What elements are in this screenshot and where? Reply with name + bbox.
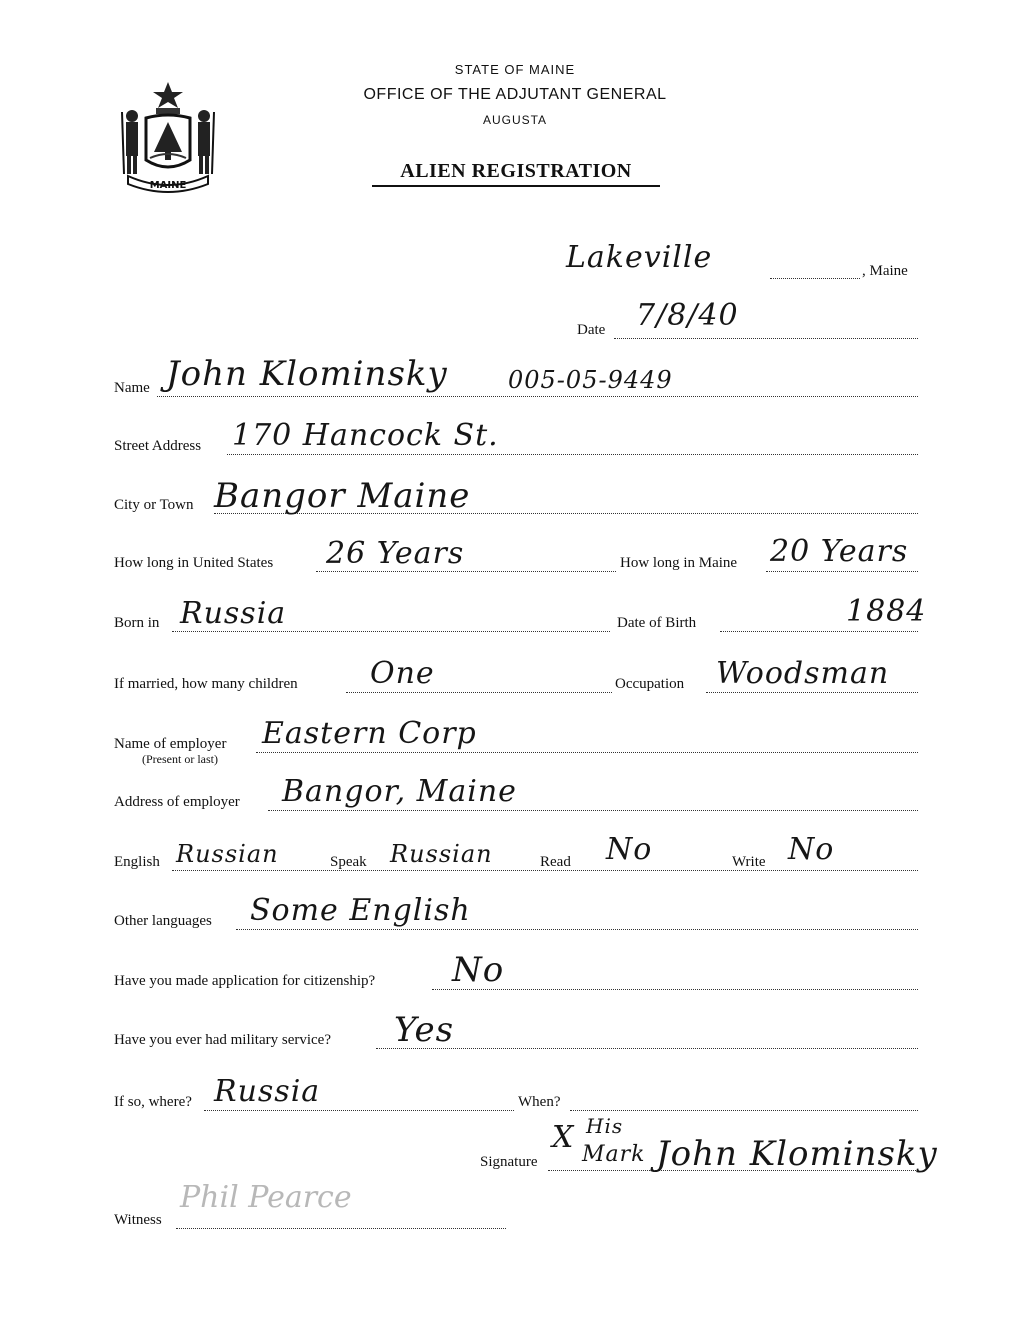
where-value: Russia — [214, 1074, 321, 1109]
date-value: 7/8/40 — [636, 298, 739, 333]
write-value: No — [788, 832, 835, 867]
witness-label: Witness — [114, 1212, 162, 1228]
state-seal-icon — [112, 78, 224, 194]
state-heading: STATE OF MAINE — [454, 62, 576, 77]
witness-line — [176, 1228, 506, 1229]
when-label: When? — [518, 1094, 561, 1110]
place-line — [770, 278, 860, 279]
name-line — [157, 396, 918, 397]
write-label: Write — [732, 854, 766, 870]
military-label: Have you ever had military service? — [114, 1032, 331, 1048]
english-value: Russian — [176, 840, 279, 868]
name-label: Name — [114, 380, 150, 396]
employer-label: Name of employer — [114, 736, 227, 752]
signature-label: Signature — [480, 1154, 538, 1170]
city-heading: AUGUSTA — [482, 113, 548, 127]
when-line — [570, 1110, 918, 1111]
how-long-maine-line — [766, 571, 918, 572]
speak-label: Speak — [330, 854, 367, 870]
other-languages-line — [236, 929, 918, 930]
office-heading: OFFICE OF THE ADJUTANT GENERAL — [363, 86, 667, 103]
witness-signature: Phil Pearce — [180, 1180, 352, 1215]
citizenship-label: Have you made application for citizenship? — [114, 973, 376, 989]
how-long-us-label: How long in United States — [114, 555, 274, 571]
name-value: John Klominsky — [166, 354, 448, 394]
read-value: No — [606, 832, 653, 867]
date-label: Date — [577, 322, 606, 338]
page-title: ALIEN REGISTRATION — [372, 160, 660, 187]
children-label: If married, how many children — [114, 676, 298, 692]
where-line — [204, 1110, 514, 1111]
english-label: English — [114, 854, 160, 870]
street-label: Street Address — [114, 438, 202, 454]
employer-sub-label: (Present or last) — [142, 752, 218, 766]
svg-text:MAINE: MAINE — [149, 180, 187, 191]
city-value: Bangor Maine — [214, 476, 471, 516]
signature-mark-x: X — [552, 1120, 575, 1155]
street-value: 170 Hancock St. — [232, 418, 499, 453]
born-in-label: Born in — [114, 615, 160, 631]
how-long-us-value: 26 Years — [326, 536, 465, 571]
born-in-line — [172, 631, 610, 632]
occupation-line — [706, 692, 918, 693]
read-label: Read — [540, 854, 571, 870]
citizenship-value: No — [452, 950, 505, 990]
born-in-value: Russia — [180, 596, 287, 631]
employer-line — [256, 752, 918, 753]
occupation-value: Woodsman — [716, 656, 890, 691]
employer-address-value: Bangor, Maine — [282, 774, 517, 809]
military-line — [376, 1048, 918, 1049]
street-line — [227, 454, 918, 455]
children-value: One — [370, 656, 435, 691]
children-line — [346, 692, 612, 693]
occupation-label: Occupation — [615, 676, 685, 692]
other-languages-label: Other languages — [114, 913, 212, 929]
date-line — [614, 338, 918, 339]
citizenship-line — [432, 989, 918, 990]
other-languages-value: Some English — [250, 893, 471, 928]
how-long-us-line — [316, 571, 616, 572]
military-value: Yes — [394, 1010, 455, 1050]
signature-name: John Klominsky — [656, 1134, 938, 1174]
employer-address-line — [268, 810, 918, 811]
signature-his: His — [586, 1114, 624, 1138]
id-number-value: 005-05-9449 — [508, 366, 673, 394]
employer-address-label: Address of employer — [114, 794, 240, 810]
city-label: City or Town — [114, 497, 194, 513]
signature-mark-word: Mark — [582, 1142, 646, 1167]
where-label: If so, where? — [114, 1094, 192, 1110]
speak-value: Russian — [390, 840, 493, 868]
place-suffix-label: , Maine — [862, 263, 908, 279]
date-of-birth-line — [720, 631, 918, 632]
employer-value: Eastern Corp — [262, 716, 477, 751]
how-long-maine-label: How long in Maine — [620, 555, 738, 571]
how-long-maine-value: 20 Years — [770, 534, 909, 569]
place-value: Lakeville — [566, 240, 713, 275]
date-of-birth-value: 1884 — [846, 594, 927, 629]
date-of-birth-label: Date of Birth — [617, 615, 697, 631]
